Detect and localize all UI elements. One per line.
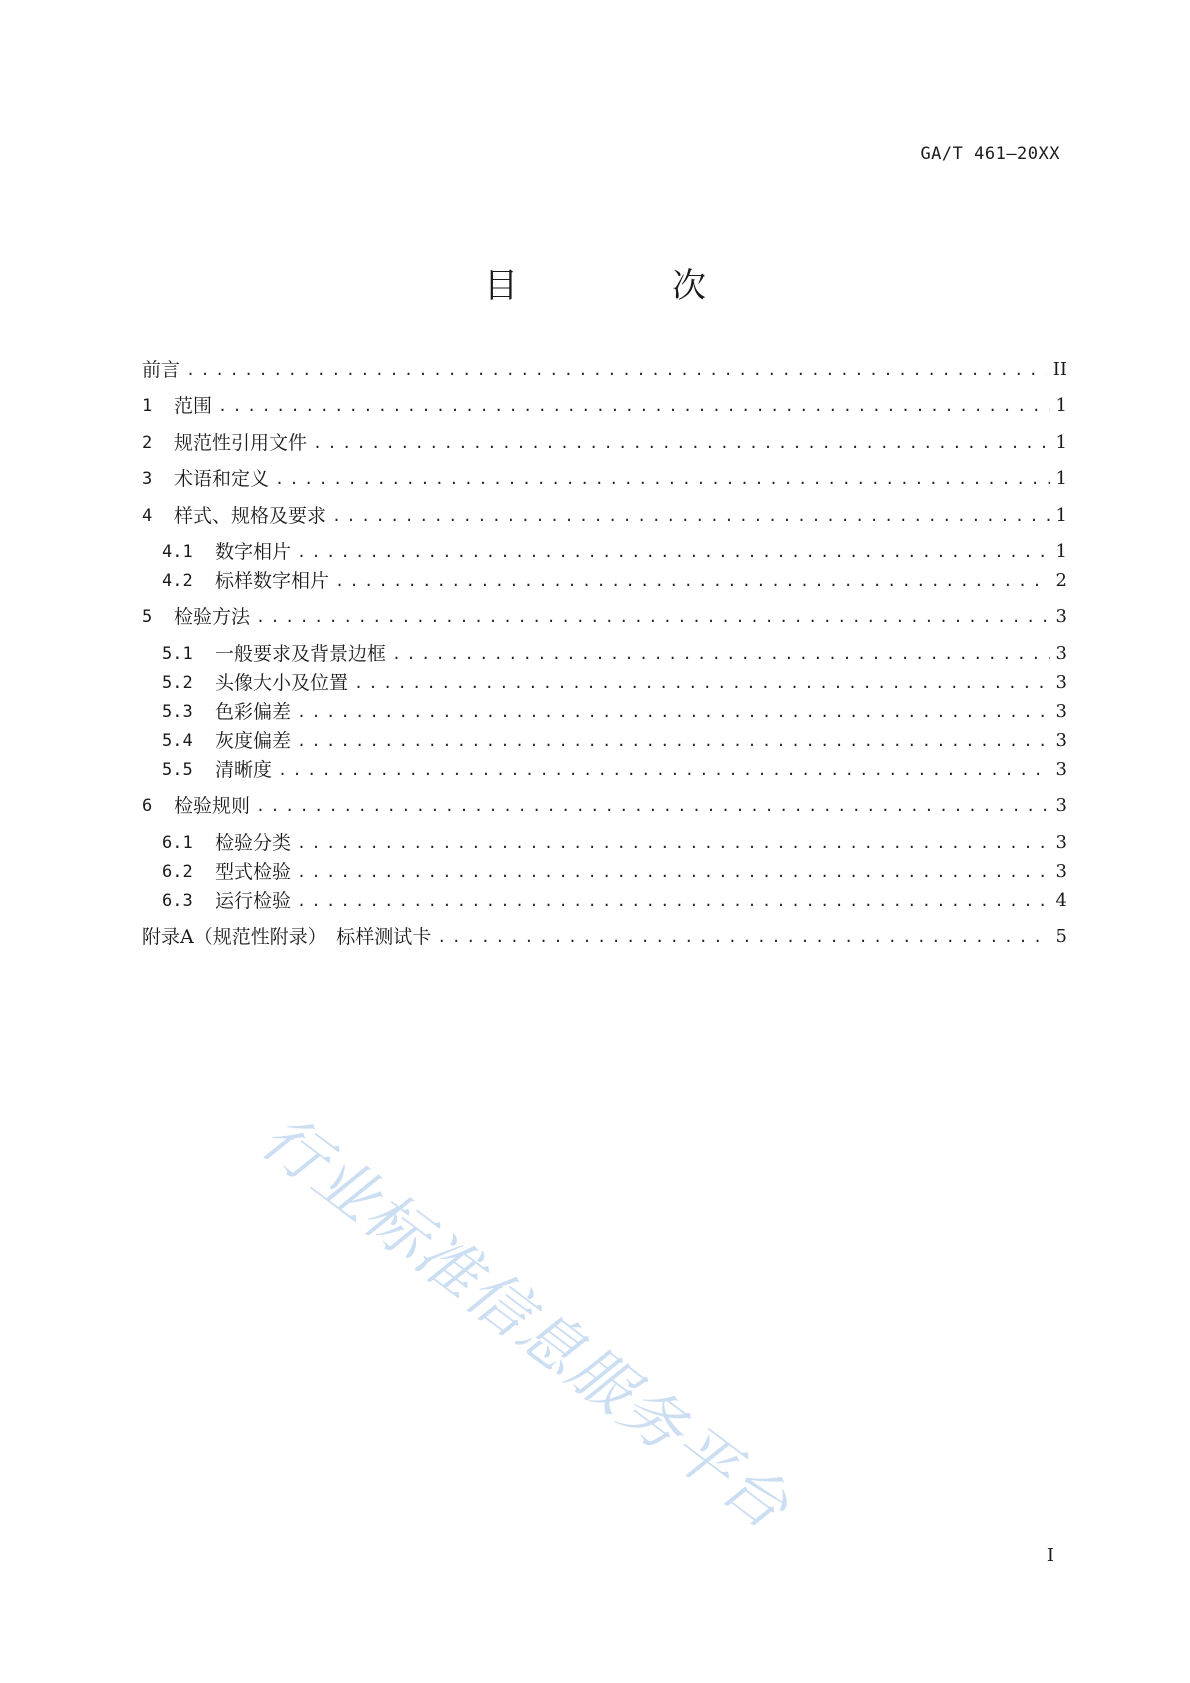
toc-entry-label: 数字相片 — [215, 541, 292, 563]
toc-entry-label: 样式、规格及要求 — [174, 505, 327, 527]
toc-entry[interactable] — [142, 538, 1067, 566]
toc-entry-number: 4.1 — [162, 542, 193, 562]
toc-entry-number: 5.3 — [162, 702, 193, 722]
toc-leader-dots — [275, 465, 1050, 493]
toc-entry[interactable] — [142, 567, 1067, 595]
toc-entry[interactable] — [142, 356, 1067, 384]
toc-leader-dots — [332, 502, 1050, 530]
toc-leader-dots — [313, 429, 1050, 457]
toc-entry-number: 3 — [142, 469, 153, 489]
toc-leader-dots — [392, 640, 1050, 668]
toc-entry-label: 术语和定义 — [174, 468, 270, 490]
toc-entry-page: 1 — [1055, 468, 1067, 489]
toc-entry-label: 运行检验 — [215, 890, 292, 912]
toc-entry-page: 3 — [1055, 606, 1067, 627]
watermark: 行业标准信息服务平台 — [248, 1100, 804, 1544]
toc-leader-dots — [218, 392, 1050, 420]
toc-entry-page: 3 — [1055, 832, 1067, 853]
toc-entry-number: 6.3 — [162, 891, 193, 911]
toc-entry-page: 3 — [1055, 730, 1067, 751]
toc-entry-page: 1 — [1055, 432, 1067, 453]
toc-entry-number: 5.1 — [162, 644, 193, 664]
toc-leader-dots — [297, 727, 1050, 755]
toc-leader-dots — [297, 538, 1050, 566]
toc-entry-label: 前言 — [142, 359, 181, 381]
toc-entry[interactable] — [142, 603, 1067, 631]
toc-entry-label: 一般要求及背景边框 — [215, 643, 387, 665]
toc-entry[interactable] — [142, 923, 1067, 951]
toc-entry[interactable] — [142, 887, 1067, 915]
toc-entry[interactable] — [142, 392, 1067, 420]
toc-entry-page: 1 — [1055, 395, 1067, 416]
toc-entry-label: 检验规则 — [174, 795, 251, 817]
toc-leader-dots — [297, 858, 1050, 886]
toc-entry[interactable] — [142, 669, 1067, 697]
toc-entry-number: 5.4 — [162, 731, 193, 751]
toc-leader-dots — [256, 603, 1050, 631]
toc-entry[interactable] — [142, 792, 1067, 820]
toc-entry-number: 6 — [142, 796, 153, 816]
toc-entry-label: 标样数字相片 — [215, 570, 330, 592]
toc-entry-number: 4.2 — [162, 571, 193, 591]
toc-entry[interactable] — [142, 756, 1067, 784]
toc-entry-label: 头像大小及位置 — [215, 672, 349, 694]
toc-entry-label: 色彩偏差 — [215, 701, 292, 723]
page-number: I — [1046, 1545, 1054, 1566]
toc-leader-dots — [297, 887, 1050, 915]
toc-entry[interactable] — [142, 829, 1067, 857]
toc-entry-page: 3 — [1055, 759, 1067, 780]
toc-entry-page: 4 — [1055, 890, 1067, 911]
toc-leader-dots — [278, 756, 1050, 784]
toc-leader-dots — [256, 792, 1050, 820]
toc-entry-label: 检验方法 — [174, 606, 251, 628]
toc-entry-number: 1 — [142, 396, 153, 416]
toc-entry-page: 3 — [1055, 701, 1067, 722]
toc-entry-page: II — [1052, 359, 1067, 380]
toc-entry-number: 6.2 — [162, 862, 193, 882]
toc-leader-dots — [186, 356, 1047, 384]
toc-entry-label: 清晰度 — [215, 759, 273, 781]
toc-entry[interactable] — [142, 698, 1067, 726]
toc-leader-dots — [437, 923, 1049, 951]
standard-code: GA/T 461—20XX — [920, 144, 1060, 164]
toc-entry-page: 5 — [1055, 926, 1067, 947]
toc-entry-page: 2 — [1055, 570, 1067, 591]
toc-entry-page: 1 — [1055, 505, 1067, 526]
toc-entry-page: 3 — [1055, 861, 1067, 882]
toc-leader-dots — [297, 698, 1050, 726]
toc-leader-dots — [335, 567, 1050, 595]
toc-entry-number: 6.1 — [162, 833, 193, 853]
toc-entry-label: 规范性引用文件 — [174, 432, 308, 454]
toc-entry-page: 3 — [1055, 672, 1067, 693]
toc-entry-page: 3 — [1055, 643, 1067, 664]
toc-leader-dots — [297, 829, 1050, 857]
toc-entry-page: 1 — [1055, 541, 1067, 562]
toc-entry-number: 4 — [142, 506, 153, 526]
toc-entry-number: 2 — [142, 433, 153, 453]
toc-entry-label: 范围 — [174, 395, 213, 417]
toc-entry-number: 5.5 — [162, 760, 193, 780]
toc-entry[interactable] — [142, 727, 1067, 755]
toc-entry[interactable] — [142, 502, 1067, 530]
toc-entry-number: 5 — [142, 607, 153, 627]
toc-entry-label: 附录A（规范性附录） 标样测试卡 — [142, 926, 432, 948]
toc-entry-number: 5.2 — [162, 673, 193, 693]
toc-entry[interactable] — [142, 465, 1067, 493]
toc-entry-label: 检验分类 — [215, 832, 292, 854]
toc-entry-label: 灰度偏差 — [215, 730, 292, 752]
toc-entry[interactable] — [142, 429, 1067, 457]
toc-entry[interactable] — [142, 858, 1067, 886]
toc-leader-dots — [354, 669, 1050, 697]
toc-entry-page: 3 — [1055, 795, 1067, 816]
toc-entry-label: 型式检验 — [215, 861, 292, 883]
toc-entry[interactable] — [142, 640, 1067, 668]
toc-title: 目 次 — [484, 266, 766, 306]
